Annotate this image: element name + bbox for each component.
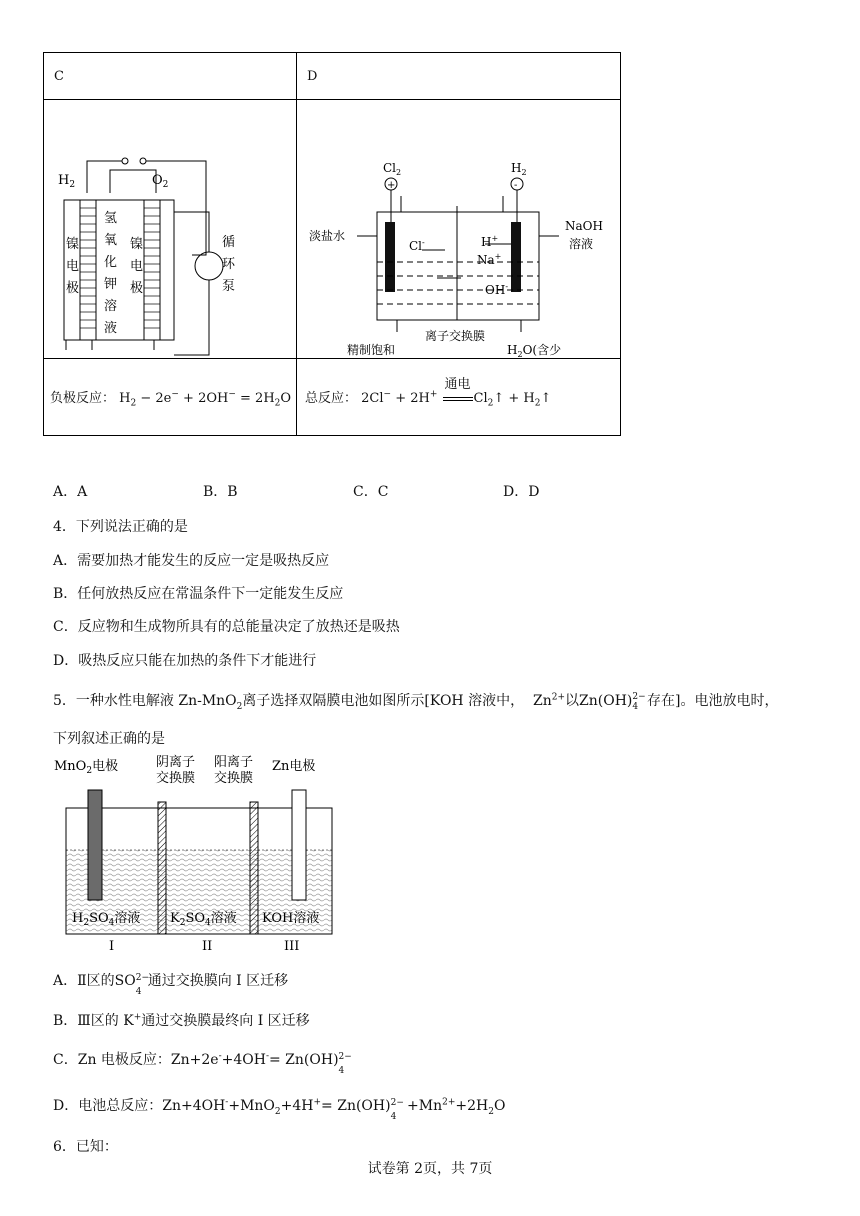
svg-text:MnO2电极: MnO$_2$电极 xyxy=(54,759,119,776)
svg-text:+: + xyxy=(387,180,396,191)
svg-text:泵: 泵 xyxy=(222,279,236,294)
q5-option-d: D．电池总反应：Zn+4OH-+MnO$_2$+4H+= Zn(OH) 2− 4 $+Mn^{2+}+2H_2O$ xyxy=(53,1097,506,1122)
q5-option-b: B．Ⅲ区的 K+通过交换膜最终向 I 区迁移 xyxy=(53,1012,310,1029)
svg-text:Cl2: $Cl_2$ xyxy=(383,161,402,177)
fuel-cell-diagram xyxy=(44,100,296,358)
svg-text:OH-: OH- xyxy=(485,282,509,297)
svg-text:阳离子: 阳离子 xyxy=(214,755,254,770)
electrolysis-figure xyxy=(297,100,621,359)
svg-text:H2: $H_2$ xyxy=(58,173,76,190)
svg-text:Cl-: Cl- xyxy=(409,238,425,253)
svg-text:精制饱和: 精制饱和 xyxy=(347,343,396,357)
svg-text:II: II xyxy=(202,939,213,954)
svg-text:极: 极 xyxy=(130,281,144,296)
svg-text:-: - xyxy=(514,180,518,191)
svg-text:H2O(含少: $H_2O$(含少 xyxy=(507,343,562,358)
svg-text:溶液: 溶液 xyxy=(569,237,594,251)
svg-text:NaOH: NaOH xyxy=(565,219,603,233)
svg-text:III: III xyxy=(284,939,300,954)
comparison-table xyxy=(43,52,621,436)
svg-text:淡盐水: 淡盐水 xyxy=(309,229,346,243)
q5-stem: 5．一种水性电解液 Zn-MnO$_2$离子选择双隔膜电池如图所示[KOH 溶液中， $Zn^{2+}$以Zn(OH) $_{2- 4}$ 存在]。电池放电时， xyxy=(53,691,779,712)
svg-text:K2SO4溶液: $K_2SO_4$溶液 xyxy=(170,911,237,928)
q3-option-a: A．A xyxy=(53,484,88,500)
svg-text:交换膜: 交换膜 xyxy=(156,771,196,786)
header-c: C xyxy=(44,53,297,100)
q6-stem: 6．已知： xyxy=(53,1139,118,1155)
svg-text:O2: $O_2$ xyxy=(152,173,169,190)
q5-option-c: C．Zn 电极反应：Zn+2e-+4OH-= Zn(OH) 2− 4 xyxy=(53,1051,352,1076)
svg-text:H+: H+ xyxy=(481,234,499,249)
reaction-c: 负极反应： $H_2 - 2e^- + 2OH^- = 2H_2O$ xyxy=(44,359,297,436)
q4-option-c: C．反应物和生成物所具有的总能量决定了放热还是吸热 xyxy=(53,619,400,635)
q4-option-d: D．吸热反应只能在加热的条件下才能进行 xyxy=(53,653,317,669)
svg-text:镍: 镍 xyxy=(130,237,144,252)
svg-text:氢: 氢 xyxy=(104,211,118,226)
svg-text:镍: 镍 xyxy=(66,237,80,252)
battery-diagram xyxy=(52,752,342,958)
svg-text:H2SO4溶液: $H_2SO_4$溶液 xyxy=(72,911,141,928)
q4-option-a: A．需要加热才能发生的反应一定是吸热反应 xyxy=(53,553,330,569)
q3-option-d: D．D xyxy=(503,484,540,500)
q3-option-b: B．B xyxy=(203,484,238,500)
svg-text:液: 液 xyxy=(104,321,118,336)
svg-text:化: 化 xyxy=(104,255,118,270)
q4-stem: 4．下列说法正确的是 xyxy=(53,519,188,535)
svg-text:极: 极 xyxy=(66,281,80,296)
svg-text:电: 电 xyxy=(66,259,80,274)
reaction-d: 总反应： 2Cl− + 2H+ 通电 $Cl_2↑$ + $H_2↑$ xyxy=(297,359,621,436)
svg-text:电: 电 xyxy=(130,259,144,274)
fuel-cell-figure xyxy=(44,100,297,359)
svg-text:阴离子: 阴离子 xyxy=(156,755,196,770)
svg-text:KOH溶液: KOH溶液 xyxy=(262,911,320,926)
svg-text:交换膜: 交换膜 xyxy=(214,771,254,786)
q5-stem-line2: 下列叙述正确的是 xyxy=(53,731,165,747)
svg-text:Na+: Na+ xyxy=(477,252,502,267)
page-footer: 试卷第 2页，共 7页 xyxy=(367,1161,493,1177)
svg-text:离子交换膜: 离子交换膜 xyxy=(425,329,486,343)
svg-text:钾: 钾 xyxy=(104,277,118,292)
q4-option-b: B．任何放热反应在常温条件下一定能发生反应 xyxy=(53,586,344,602)
svg-text:I: I xyxy=(109,939,115,954)
svg-text:循: 循 xyxy=(222,235,236,250)
svg-text:氧: 氧 xyxy=(104,233,118,248)
q3-option-c: C．C xyxy=(353,484,389,500)
svg-text:H2: $H_2$ xyxy=(511,161,527,177)
svg-text:环: 环 xyxy=(222,257,236,272)
q5-option-a: A．Ⅱ区的SO 2− 4 通过交换膜向 I 区迁移 xyxy=(53,973,289,997)
electrolysis-diagram xyxy=(297,100,621,358)
svg-text:Zn电极: Zn电极 xyxy=(272,759,316,774)
svg-text:溶: 溶 xyxy=(104,299,118,314)
header-d: D xyxy=(297,53,621,100)
